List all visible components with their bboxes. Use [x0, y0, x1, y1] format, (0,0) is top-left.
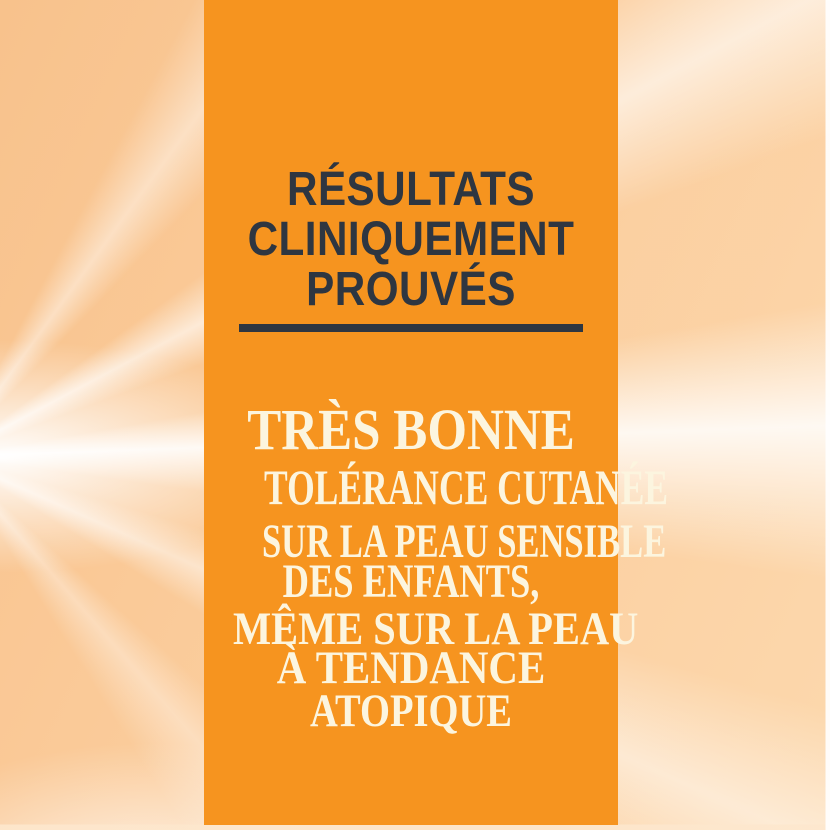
claim-line-4: DES ENFANTS, — [282, 555, 540, 608]
headline-line-3: PROUVÉS — [306, 263, 516, 316]
headline-line-1: RÉSULTATS — [287, 163, 535, 216]
claim-line-2: TOLÉRANCE CUTANÉE — [264, 459, 669, 515]
divider-line — [239, 324, 583, 332]
headline-line-2: CLINIQUEMENT — [247, 213, 575, 266]
orange-panel — [204, 0, 669, 825]
claim-line-5: MÊME SUR LA PEAU — [232, 603, 639, 655]
claim-emphasis: TRÈS BONNE — [247, 397, 575, 462]
headline — [229, 165, 593, 315]
claim-line-3: SUR LA PEAU SENSIBLE — [261, 515, 667, 568]
claim-line-6: À TENDANCE — [276, 642, 546, 694]
claim-line-7: ATOPIQUE — [309, 685, 513, 737]
